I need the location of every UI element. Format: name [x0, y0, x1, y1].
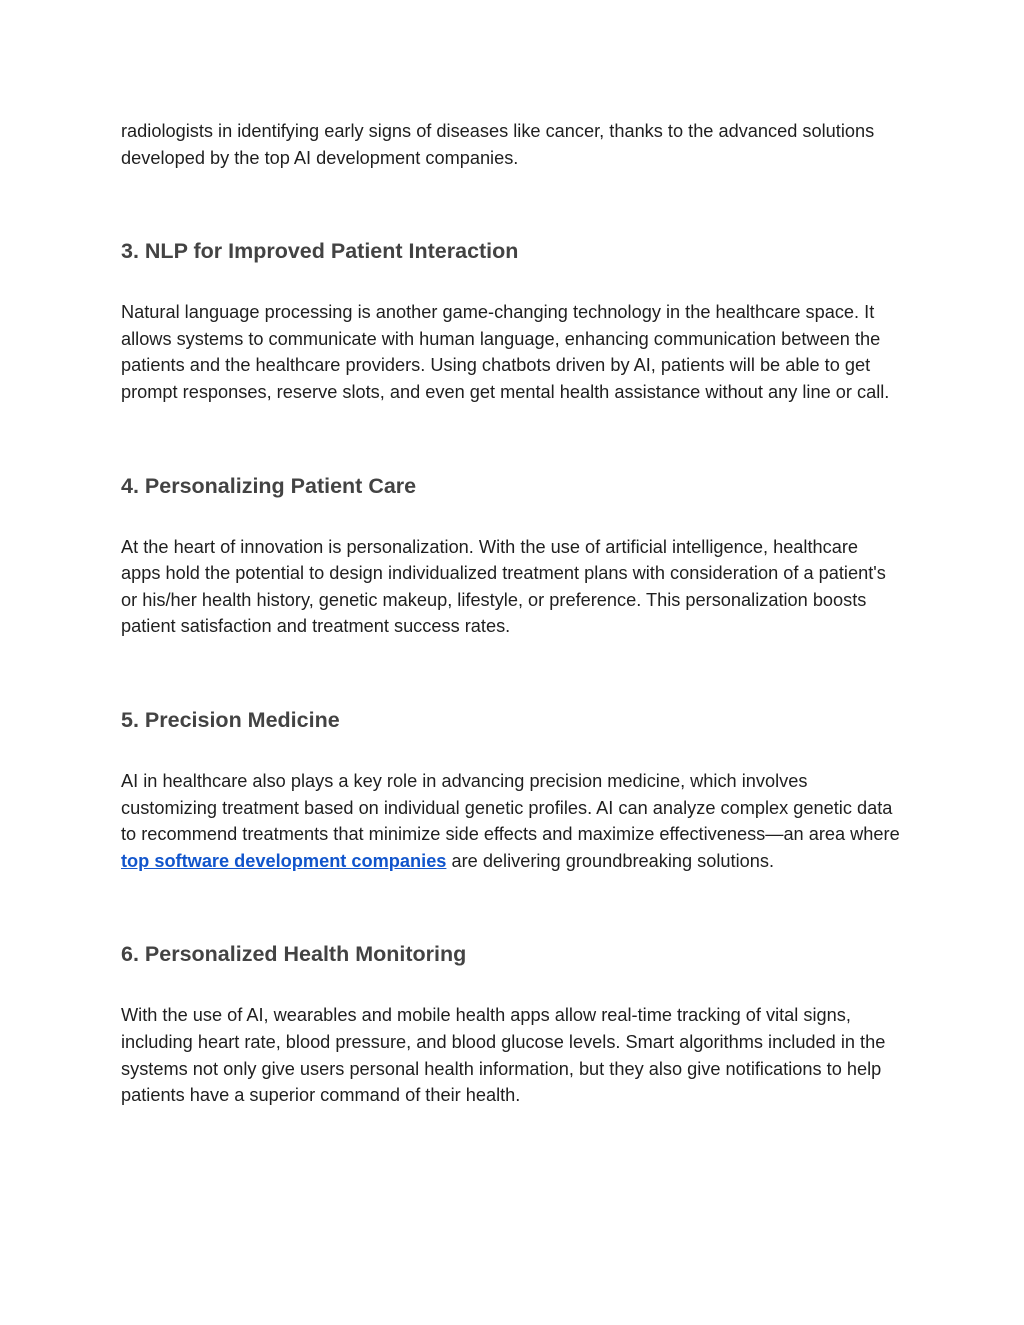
- section-heading: 5. Precision Medicine: [121, 707, 340, 732]
- software-companies-link[interactable]: top software development companies: [121, 850, 447, 871]
- section-personalizing-care: [121, 472, 901, 640]
- section-paragraph: With the use of AI, wearables and mobile health apps allow real-time tracking of vital signs, including heart rate, blood pressure, and blood glucose levels. Smart algorithms included in the systems not only give users personal health information, but they also give notifications to help patients have a superior command of their health.: [121, 1005, 886, 1106]
- paragraph-text-before-link: AI in healthcare also plays a key role in advancing precision medicine, which involves customizing treatment based on individual genetic profiles. AI can analyze complex genetic data to recommend treatments that minimize side effects and maximize effectiveness—an area where: [121, 770, 900, 845]
- section-precision-medicine: [121, 706, 901, 874]
- section-paragraph: At the heart of innovation is personalization. With the use of artificial intelligence, healthcare apps hold the potential to design individualized treatment plans with consideration of a patient's or his/her health history, genetic makeup, lifestyle, or preference. This personalization boosts patient satisfaction and treatment success rates.: [121, 536, 886, 637]
- section-nlp: [121, 237, 901, 405]
- section-paragraph: [121, 768, 901, 874]
- document-page: [121, 118, 901, 1175]
- intro-paragraph: radiologists in identifying early signs of diseases like cancer, thanks to the advanced solutions developed by the top AI development companies.: [121, 121, 875, 168]
- section-heading: 4. Personalizing Patient Care: [121, 473, 417, 498]
- section-heading: 3. NLP for Improved Patient Interaction: [121, 239, 519, 264]
- section-paragraph: Natural language processing is another game-changing technology in the healthcare space. It allows systems to communicate with human language, enhancing communication between the patients and the healthcare providers. Using chatbots driven by AI, patients will be able to get prompt responses, reserve slots, and even get mental health assistance without any line or call.: [121, 302, 890, 402]
- section-health-monitoring: [121, 940, 901, 1108]
- section-heading: 6. Personalized Health Monitoring: [121, 942, 467, 967]
- paragraph-text-after-link: are delivering groundbreaking solutions.: [446, 850, 775, 871]
